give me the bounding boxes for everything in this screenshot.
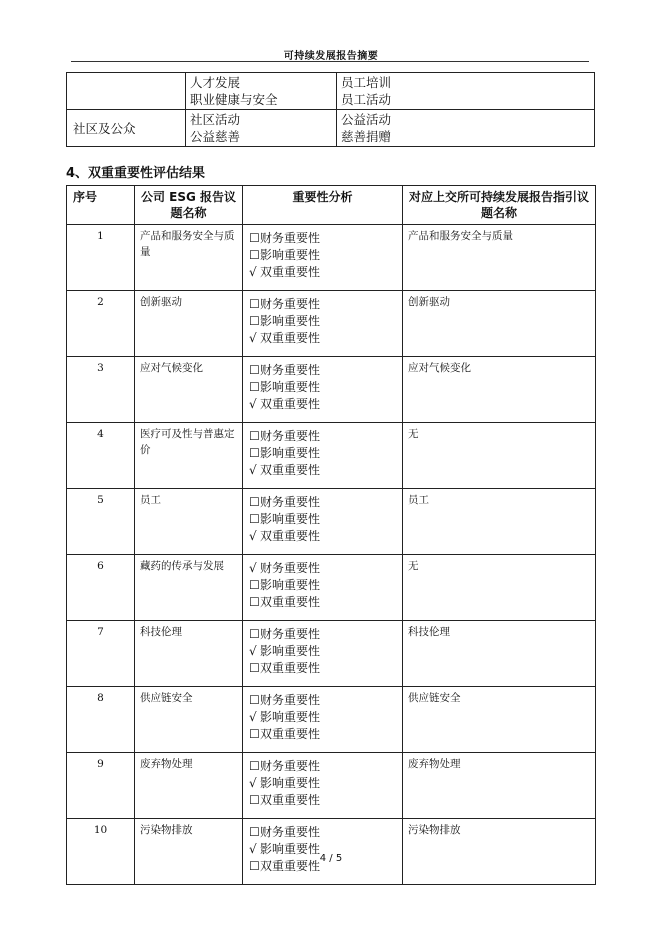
- topic-name-cell: 污染物排放: [135, 819, 243, 885]
- materiality-analysis-cell: [243, 225, 403, 291]
- materiality-option: [249, 445, 397, 462]
- option-label: 财务重要性: [260, 495, 321, 509]
- header-no: 序号: [67, 186, 135, 225]
- action-line: 员工培训: [341, 75, 392, 90]
- reference-topic-cell: 供应链安全: [403, 687, 596, 753]
- materiality-analysis-cell: [243, 621, 403, 687]
- table-row: [67, 753, 596, 819]
- table-row: [67, 555, 596, 621]
- row-number-cell: 2: [67, 291, 135, 357]
- materiality-option: [249, 428, 397, 445]
- materiality-analysis-cell: [243, 423, 403, 489]
- checkbox-icon: ☐: [249, 231, 260, 245]
- reference-topic-cell: 废弃物处理: [403, 753, 596, 819]
- checkbox-icon: ☐: [249, 512, 260, 526]
- checkbox-icon: ☐: [249, 595, 260, 609]
- option-label: 影响重要性: [260, 578, 321, 592]
- option-label: 财务重要性: [260, 627, 321, 641]
- materiality-option: [249, 775, 397, 792]
- topic-name-cell: 产品和服务安全与质量: [135, 225, 243, 291]
- table-row: [67, 73, 595, 110]
- reference-topic-cell: 员工: [403, 489, 596, 555]
- materiality-option: [249, 792, 397, 809]
- table-header-row: [67, 186, 596, 225]
- check-mark-icon: √: [249, 331, 257, 345]
- materiality-option: [249, 626, 397, 643]
- reference-topic-cell: 产品和服务安全与质量: [403, 225, 596, 291]
- header-reference: 对应上交所可持续发展报告指引议题名称: [403, 186, 596, 225]
- section-heading: 4、双重重要性评估结果: [66, 166, 206, 181]
- row-number-cell: 6: [67, 555, 135, 621]
- row-number-cell: 3: [67, 357, 135, 423]
- materiality-analysis-cell: [243, 357, 403, 423]
- option-label: 影响重要性: [260, 314, 321, 328]
- check-mark-icon: √: [249, 529, 257, 543]
- topics-cell: [186, 110, 337, 147]
- table-row: [67, 291, 596, 357]
- action-line: 员工活动: [341, 92, 392, 107]
- topic-line: 公益慈善: [190, 129, 241, 144]
- topic-name-cell: 科技伦理: [135, 621, 243, 687]
- materiality-option: [249, 379, 397, 396]
- checkbox-icon: ☐: [249, 793, 260, 807]
- option-label: 双重重要性: [260, 727, 321, 741]
- checkbox-icon: ☐: [249, 661, 260, 675]
- checkbox-icon: ☐: [249, 859, 260, 873]
- category-cell: 社区及公众: [67, 110, 186, 147]
- table-row: [67, 357, 596, 423]
- option-label: 双重重要性: [260, 265, 321, 279]
- checkbox-icon: ☐: [249, 314, 260, 328]
- topic-line: 人才发展: [190, 75, 241, 90]
- option-label: 财务重要性: [260, 363, 321, 377]
- materiality-option: [249, 726, 397, 743]
- materiality-option: [249, 494, 397, 511]
- continuation-table: [66, 72, 595, 147]
- topic-line: 职业健康与安全: [190, 92, 278, 107]
- materiality-analysis-cell: [243, 753, 403, 819]
- row-number-cell: 10: [67, 819, 135, 885]
- materiality-option: [249, 709, 397, 726]
- checkbox-icon: ☐: [249, 297, 260, 311]
- option-label: 影响重要性: [260, 710, 321, 724]
- table-row: [67, 489, 596, 555]
- option-label: 影响重要性: [260, 842, 321, 856]
- option-label: 财务重要性: [260, 297, 321, 311]
- action-line: 慈善捐赠: [341, 129, 392, 144]
- option-label: 双重重要性: [260, 463, 321, 477]
- option-label: 财务重要性: [260, 429, 321, 443]
- topic-line: 社区活动: [190, 112, 241, 127]
- check-mark-icon: √: [249, 776, 257, 790]
- materiality-option: [249, 528, 397, 545]
- option-label: 双重重要性: [260, 595, 321, 609]
- table-row: [67, 819, 596, 885]
- topic-name-cell: 废弃物处理: [135, 753, 243, 819]
- check-mark-icon: √: [249, 710, 257, 724]
- topics-cell: [186, 73, 337, 110]
- topic-name-cell: 员工: [135, 489, 243, 555]
- header-topic: 公司 ESG 报告议题名称: [135, 186, 243, 225]
- checkbox-icon: ☐: [249, 825, 260, 839]
- checkbox-icon: ☐: [249, 363, 260, 377]
- checkbox-icon: ☐: [249, 627, 260, 641]
- reference-topic-cell: 创新驱动: [403, 291, 596, 357]
- materiality-option: [249, 247, 397, 264]
- materiality-option: [249, 362, 397, 379]
- header-rule: [71, 61, 589, 62]
- reference-topic-cell: 科技伦理: [403, 621, 596, 687]
- reference-topic-cell: 污染物排放: [403, 819, 596, 885]
- table-row: [67, 621, 596, 687]
- materiality-option: [249, 577, 397, 594]
- table-row: [67, 423, 596, 489]
- option-label: 影响重要性: [260, 512, 321, 526]
- option-label: 双重重要性: [260, 661, 321, 675]
- check-mark-icon: √: [249, 842, 257, 856]
- materiality-option: [249, 692, 397, 709]
- materiality-analysis-cell: [243, 687, 403, 753]
- materiality-option: [249, 560, 397, 577]
- row-number-cell: 9: [67, 753, 135, 819]
- option-label: 影响重要性: [260, 776, 321, 790]
- materiality-analysis-cell: [243, 489, 403, 555]
- option-label: 财务重要性: [260, 693, 321, 707]
- checkbox-icon: ☐: [249, 380, 260, 394]
- materiality-option: [249, 264, 397, 281]
- checkbox-icon: ☐: [249, 248, 260, 262]
- materiality-option: [249, 296, 397, 313]
- checkbox-icon: ☐: [249, 727, 260, 741]
- action-line: 公益活动: [341, 112, 392, 127]
- materiality-option: [249, 643, 397, 660]
- option-label: 财务重要性: [260, 231, 321, 245]
- option-label: 影响重要性: [260, 248, 321, 262]
- row-number-cell: 1: [67, 225, 135, 291]
- row-number-cell: 8: [67, 687, 135, 753]
- option-label: 影响重要性: [260, 446, 321, 460]
- materiality-option: [249, 396, 397, 413]
- materiality-analysis-cell: [243, 291, 403, 357]
- materiality-option: [249, 660, 397, 677]
- page-header-title: 可持续发展报告摘要: [283, 51, 379, 62]
- materiality-option: [249, 330, 397, 347]
- option-label: 财务重要性: [260, 759, 321, 773]
- option-label: 财务重要性: [260, 561, 321, 575]
- checkbox-icon: ☐: [249, 446, 260, 460]
- checkbox-icon: ☐: [249, 693, 260, 707]
- topic-name-cell: 应对气候变化: [135, 357, 243, 423]
- checkbox-icon: ☐: [249, 578, 260, 592]
- topic-name-cell: 创新驱动: [135, 291, 243, 357]
- check-mark-icon: √: [249, 265, 257, 279]
- option-label: 双重重要性: [260, 793, 321, 807]
- materiality-option: [249, 511, 397, 528]
- reference-topic-cell: 无: [403, 555, 596, 621]
- reference-topic-cell: 无: [403, 423, 596, 489]
- topic-name-cell: 供应链安全: [135, 687, 243, 753]
- option-label: 双重重要性: [260, 859, 321, 873]
- row-number-cell: 7: [67, 621, 135, 687]
- option-label: 双重重要性: [260, 397, 321, 411]
- table-row: [67, 110, 595, 147]
- actions-cell: [337, 73, 595, 110]
- materiality-option: [249, 313, 397, 330]
- reference-topic-cell: 应对气候变化: [403, 357, 596, 423]
- table-row: [67, 225, 596, 291]
- row-number-cell: 4: [67, 423, 135, 489]
- option-label: 财务重要性: [260, 825, 321, 839]
- table-row: [67, 687, 596, 753]
- actions-cell: [337, 110, 595, 147]
- row-number-cell: 5: [67, 489, 135, 555]
- materiality-analysis-cell: [243, 555, 403, 621]
- check-mark-icon: √: [249, 397, 257, 411]
- materiality-option: [249, 824, 397, 841]
- option-label: 影响重要性: [260, 644, 321, 658]
- materiality-option: [249, 594, 397, 611]
- check-mark-icon: √: [249, 463, 257, 477]
- materiality-option: [249, 230, 397, 247]
- checkbox-icon: ☐: [249, 429, 260, 443]
- check-mark-icon: √: [249, 644, 257, 658]
- materiality-option: [249, 758, 397, 775]
- check-mark-icon: √: [249, 561, 257, 575]
- materiality-option: [249, 462, 397, 479]
- materiality-table: [66, 185, 596, 885]
- checkbox-icon: ☐: [249, 495, 260, 509]
- materiality-analysis-cell: [243, 819, 403, 885]
- page-number: 4 / 5: [319, 853, 343, 864]
- option-label: 影响重要性: [260, 380, 321, 394]
- checkbox-icon: ☐: [249, 759, 260, 773]
- header-analysis: 重要性分析: [243, 186, 403, 225]
- option-label: 双重重要性: [260, 331, 321, 345]
- topic-name-cell: 藏药的传承与发展: [135, 555, 243, 621]
- topic-name-cell: 医疗可及性与普惠定价: [135, 423, 243, 489]
- option-label: 双重重要性: [260, 529, 321, 543]
- category-cell: [67, 73, 186, 110]
